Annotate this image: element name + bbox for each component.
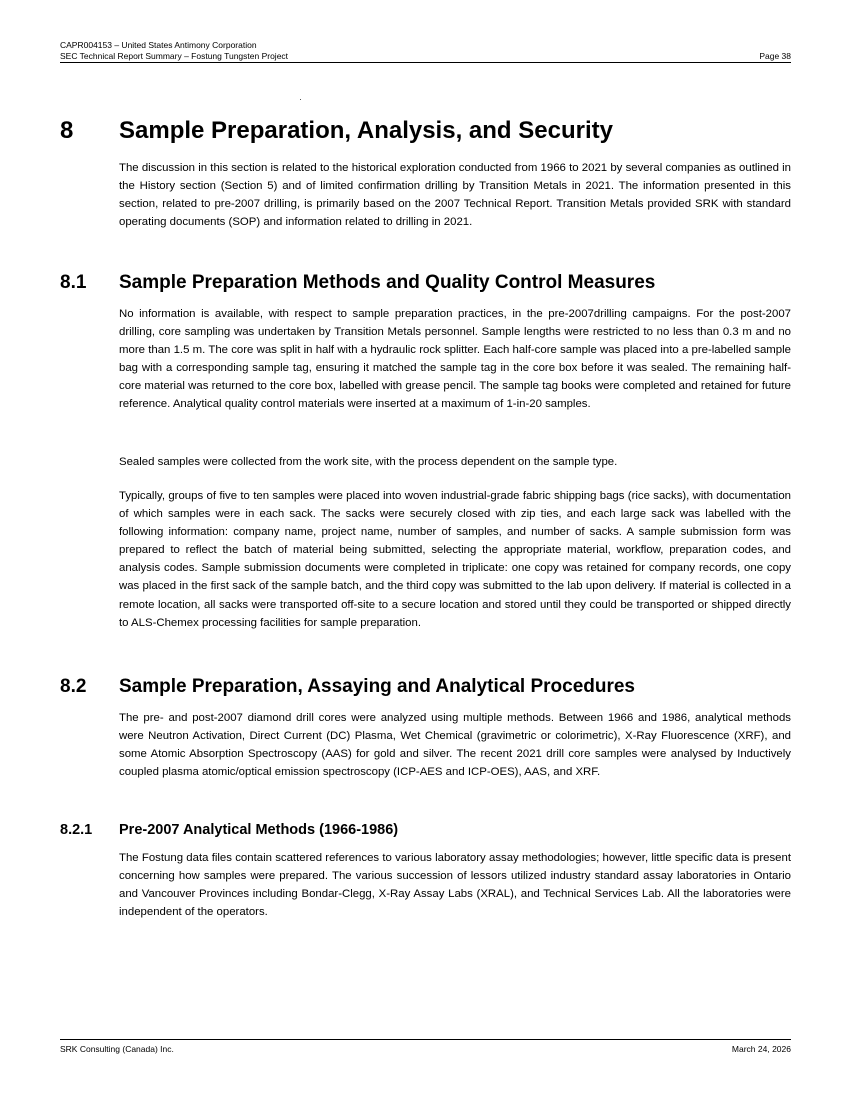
header-report-title: SEC Technical Report Summary – Fostung Tungsten Project [60,50,289,61]
section-8-1-paragraph-3: Typically, groups of five to ten samples were placed into woven industrial-grade fabric shipping bags (rice sacks), with documentation of which samples were in each sack. The sacks were securely closed with zip ties, and each large sack was labelled with the following information: company name, project name, number of samples, and number of sacks. A sample submission form was prepared to reflect the batch of material being submitted, selecting the appropriate material, workflow, preparation codes, and analysis codes. Sample submission documents were completed in triplicate: one copy was retained for company records, one copy was placed in the first sack of the sample batch, and the third copy was submitted to the lab upon delivery. If material is collected in a remote location, all sacks were transported off-site to a secure location and stored until they could be transported or shipped directly to ALS-Chemex processing facilities for sample preparation. [119,490,791,629]
section-number: 8.2 [60,676,87,697]
section-8-2-1-paragraph: The Fostung data files contain scattered references to various laboratory assay methodologies; however, little specific data is present concerning how samples were prepared. The various succession of lessors utilized industry standard assay laboratories in Ontario and Vancouver Provinces including Bondar-Clegg, X-Ray Assay Labs (XRAL), and Technical Services Lab. All the laboratories were independent of the operators. [119,852,791,919]
section-8-1-paragraph-1: No information is available, with respect to sample preparation practices, in the pre-2007drilling campaigns. For the post-2007 drilling, core sampling was undertaken by Transition Metals personnel. Sample lengths were restricted to no less than 0.3 m and no more than 1.5 m. The core was split in half with a hydraulic rock splitter. Each half-core sample was placed into a pre-labelled sample bag with a corresponding sample tag, ensuring it matched the sample tag in the core box before it was sealed. The remaining half-core material was returned to the core box, labelled with grease pencil. The sample tag books were completed and retained for future reference. Analytical quality control materials were inserted at a maximum of 1-in-20 samples. [119,308,791,411]
section-number: 8 [60,117,74,144]
section-8-1-paragraph-2: Sealed samples were collected from the work site, with the process dependent on the sample type. [119,456,618,468]
footer-date: March 24, 2026 [731,1044,791,1054]
stray-dot [300,99,301,100]
section-title: Sample Preparation, Analysis, and Security [119,117,613,144]
footer-company: SRK Consulting (Canada) Inc. [60,1044,174,1054]
section-title: Sample Preparation, Assaying and Analytical Procedures [119,676,635,697]
section-title: Pre-2007 Analytical Methods (1966-1986) [119,822,399,838]
section-8-paragraph: The discussion in this section is related to the historical exploration conducted from 1966 to 2021 by several companies as outlined in the History section (Section 5) and of limited confirmation drilling by Transition Metals in 2021. The information presented in this section, related to pre-2007 drilling, is primarily based on the 2007 Technical Report. Transition Metals provided SRK with standard operating documents (SOP) and information related to drilling in 2021. [119,162,791,229]
section-title: Sample Preparation Methods and Quality Control Measures [119,272,656,293]
page-header [60,40,791,63]
page-number: Page 38 [759,50,791,61]
section-number: 8.1 [60,272,87,293]
section-number: 8.2.1 [60,822,93,838]
header-document-id: CAPR004153 – United States Antimony Corporation [60,40,257,50]
section-8-2-paragraph: The pre- and post-2007 diamond drill cores were analyzed using multiple methods. Between 1966 and 1986, analytical methods were Neutron Activation, Direct Current (DC) Plasma, Wet Chemical (gravimetric or colorimetric), X-Ray Fluorescence (XRF), and some Atomic Absorption Spectroscopy (AAS) for gold and silver. The recent 2021 drill core samples were analysed by Inductively coupled plasma atomic/optical emission spectroscopy (ICP-AES and ICP-OES), AAS, and XRF. [119,712,791,779]
page-footer [60,1039,791,1055]
